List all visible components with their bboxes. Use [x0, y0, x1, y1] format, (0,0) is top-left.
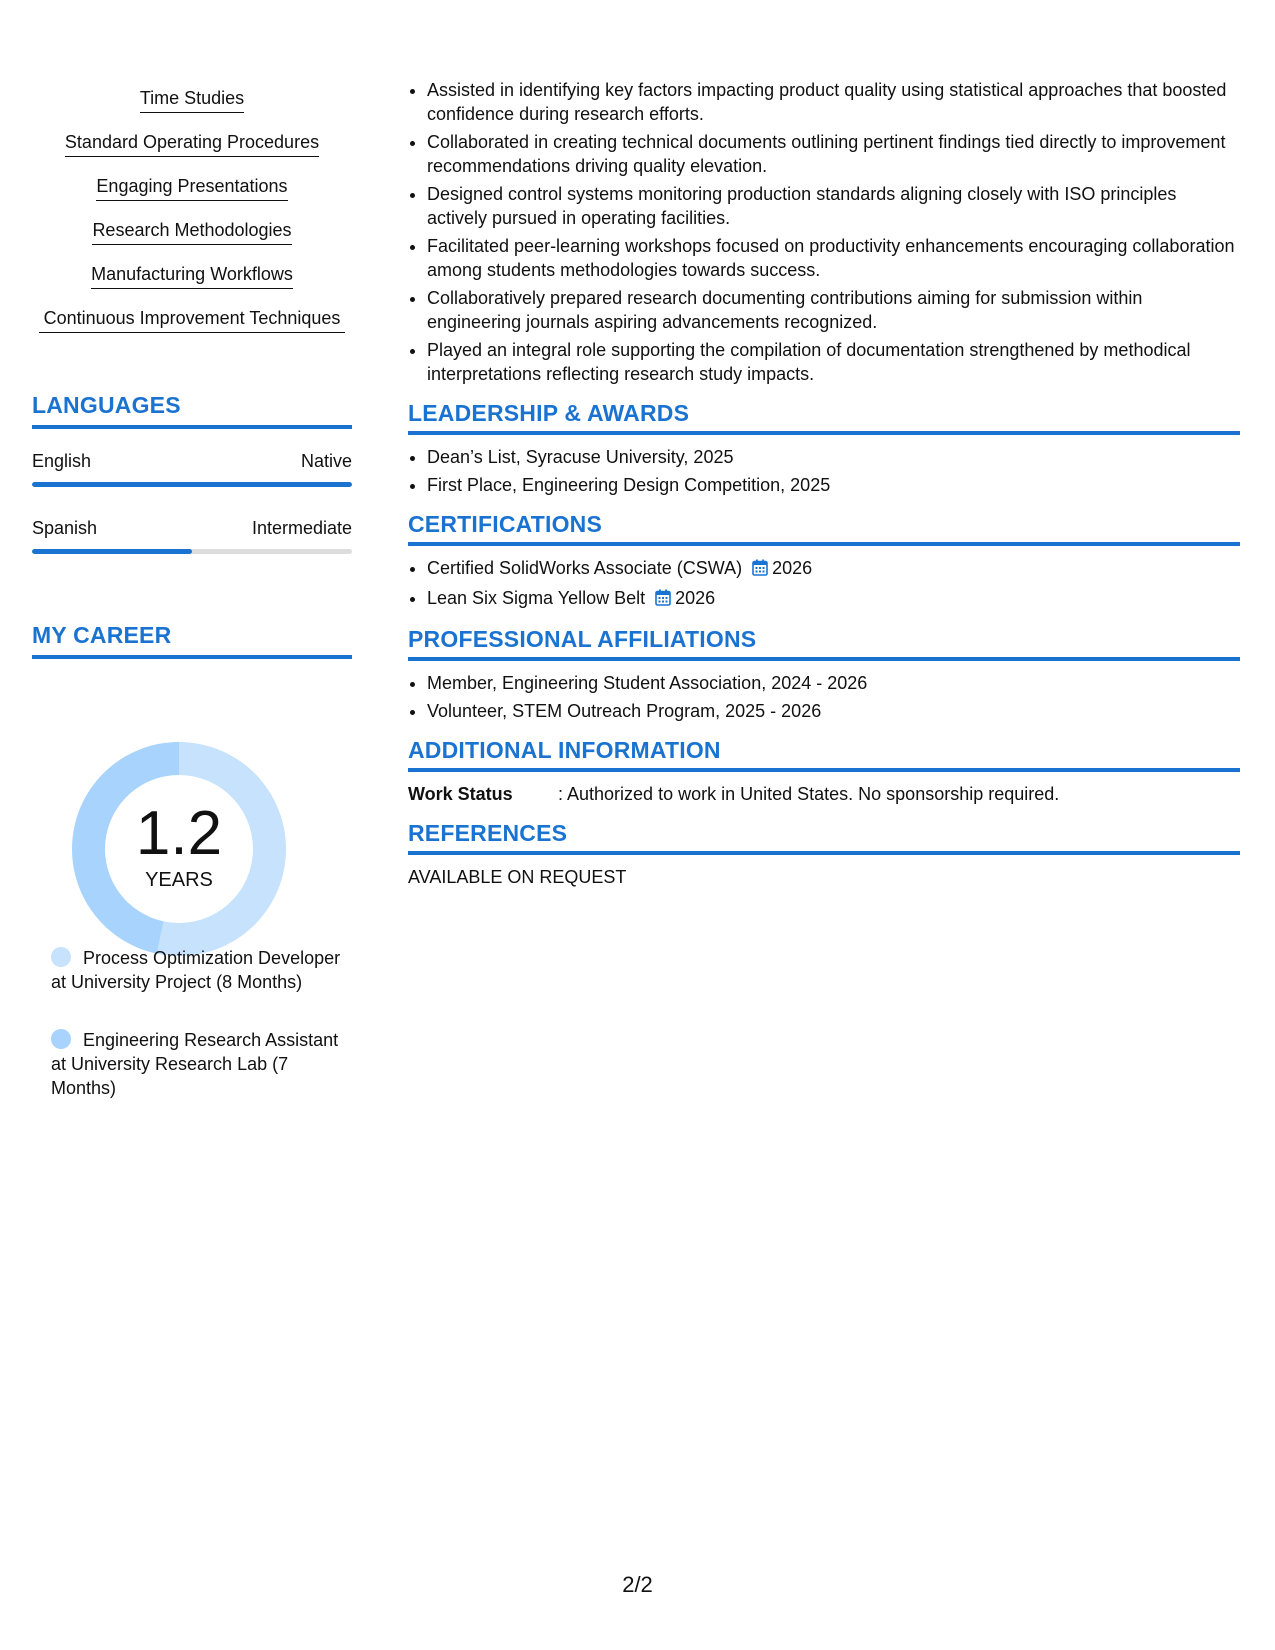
calendar-icon — [655, 588, 671, 612]
language-proficiency-bar — [32, 549, 352, 554]
legend-dot — [51, 1029, 71, 1049]
experience-bullet: • Played an integral role supporting the compilation of documentation strengthened by methodical interpretations reflecting research study impacts. — [427, 338, 1240, 386]
leadership-item: • Dean’s List, Syracuse University, 2025 — [427, 445, 1240, 469]
career-legend-item — [51, 1028, 351, 1100]
experience-bullet: • Collaborated in creating technical documents outlining pertinent findings tied directly to improvement recommendations driving quality elevation. — [427, 130, 1240, 178]
language-proficiency-fill — [32, 482, 352, 487]
certification-name: Certified SolidWorks Associate (CSWA) — [427, 558, 743, 578]
leadership-section — [408, 400, 1240, 497]
leadership-heading: LEADERSHIP & AWARDS — [408, 400, 1240, 435]
language-name: Spanish — [32, 518, 98, 538]
references-section — [408, 820, 1240, 889]
certification-item — [427, 556, 1240, 582]
language-proficiency-fill — [32, 549, 192, 554]
languages-heading: LANGUAGES — [32, 392, 352, 429]
leadership-item: • First Place, Engineering Design Competition, 2025 — [427, 473, 1240, 497]
career-total-years: 1.2 — [135, 799, 223, 868]
certification-item — [427, 586, 1240, 612]
certifications-list — [408, 556, 1240, 612]
certification-name: Lean Six Sigma Yellow Belt — [427, 588, 646, 608]
calendar-icon — [752, 558, 768, 582]
affiliations-heading: PROFESSIONAL AFFILIATIONS — [408, 626, 1240, 661]
skill-item: Continuous Improvement Techniques — [39, 306, 345, 333]
work-status-label: Work Status — [408, 784, 513, 804]
skill-item: Manufacturing Workflows — [91, 262, 293, 289]
career-duration: (8 Months) — [216, 972, 303, 992]
additional-info-section — [408, 737, 1240, 806]
skills-list — [32, 86, 352, 350]
language-name: English — [32, 451, 92, 471]
career-donut-chart — [64, 734, 294, 964]
references-heading: REFERENCES — [408, 820, 1240, 855]
language-spanish — [32, 517, 352, 554]
certifications-heading: CERTIFICATIONS — [408, 511, 1240, 546]
language-english — [32, 450, 352, 487]
skill-item: Engaging Presentations — [96, 174, 287, 201]
page-number: 2/2 — [622, 1572, 653, 1597]
experience-bullet: • Designed control systems monitoring production standards aligning closely with ISO principles actively pursued in operating facilities. — [427, 182, 1240, 230]
language-proficiency-bar — [32, 482, 352, 487]
work-status-value: : Authorized to work in United States. No sponsorship required. — [558, 784, 1060, 804]
leadership-list — [408, 445, 1240, 497]
career-duration: (7 Months) — [51, 1054, 289, 1098]
language-level: Native — [300, 451, 352, 471]
career-role: Engineering Research Assistant at University Research Lab — [51, 1030, 339, 1074]
additional-info-heading: ADDITIONAL INFORMATION — [408, 737, 1240, 772]
affiliation-item: • Member, Engineering Student Association, 2024 - 2026 — [427, 671, 1240, 695]
experience-bullet: • Facilitated peer-learning workshops focused on productivity enhancements encouraging collaboration among students methodologies towards success. — [427, 234, 1240, 282]
career-heading: MY CAREER — [32, 622, 352, 659]
affiliations-list — [408, 671, 1240, 723]
career-role: Process Optimization Developer at University Project — [51, 948, 341, 992]
skill-item: Research Methodologies — [92, 218, 291, 245]
skill-item: Time Studies — [140, 86, 244, 113]
skill-item: Standard Operating Procedures — [65, 130, 319, 157]
right-column — [408, 78, 1240, 889]
career-legend-item — [51, 946, 351, 994]
experience-bullet: • Assisted in identifying key factors impacting product quality using statistical approaches that boosted confidence during research efforts. — [427, 78, 1240, 126]
experience-bullet: • Collaboratively prepared research documenting contributions aiming for submission within engineering journals aspiring advancements recognized. — [427, 286, 1240, 334]
references-text: AVAILABLE ON REQUEST — [408, 867, 627, 887]
certification-year: 2026 — [772, 558, 813, 578]
certifications-section — [408, 511, 1240, 612]
language-level: Intermediate — [251, 518, 352, 538]
experience-bullets — [408, 78, 1240, 386]
affiliations-section — [408, 626, 1240, 723]
affiliation-item: • Volunteer, STEM Outreach Program, 2025 - 2026 — [427, 699, 1240, 723]
certification-year: 2026 — [675, 588, 716, 608]
legend-dot — [51, 947, 71, 967]
work-status-row — [408, 782, 1240, 806]
career-total-unit: YEARS — [145, 869, 213, 891]
